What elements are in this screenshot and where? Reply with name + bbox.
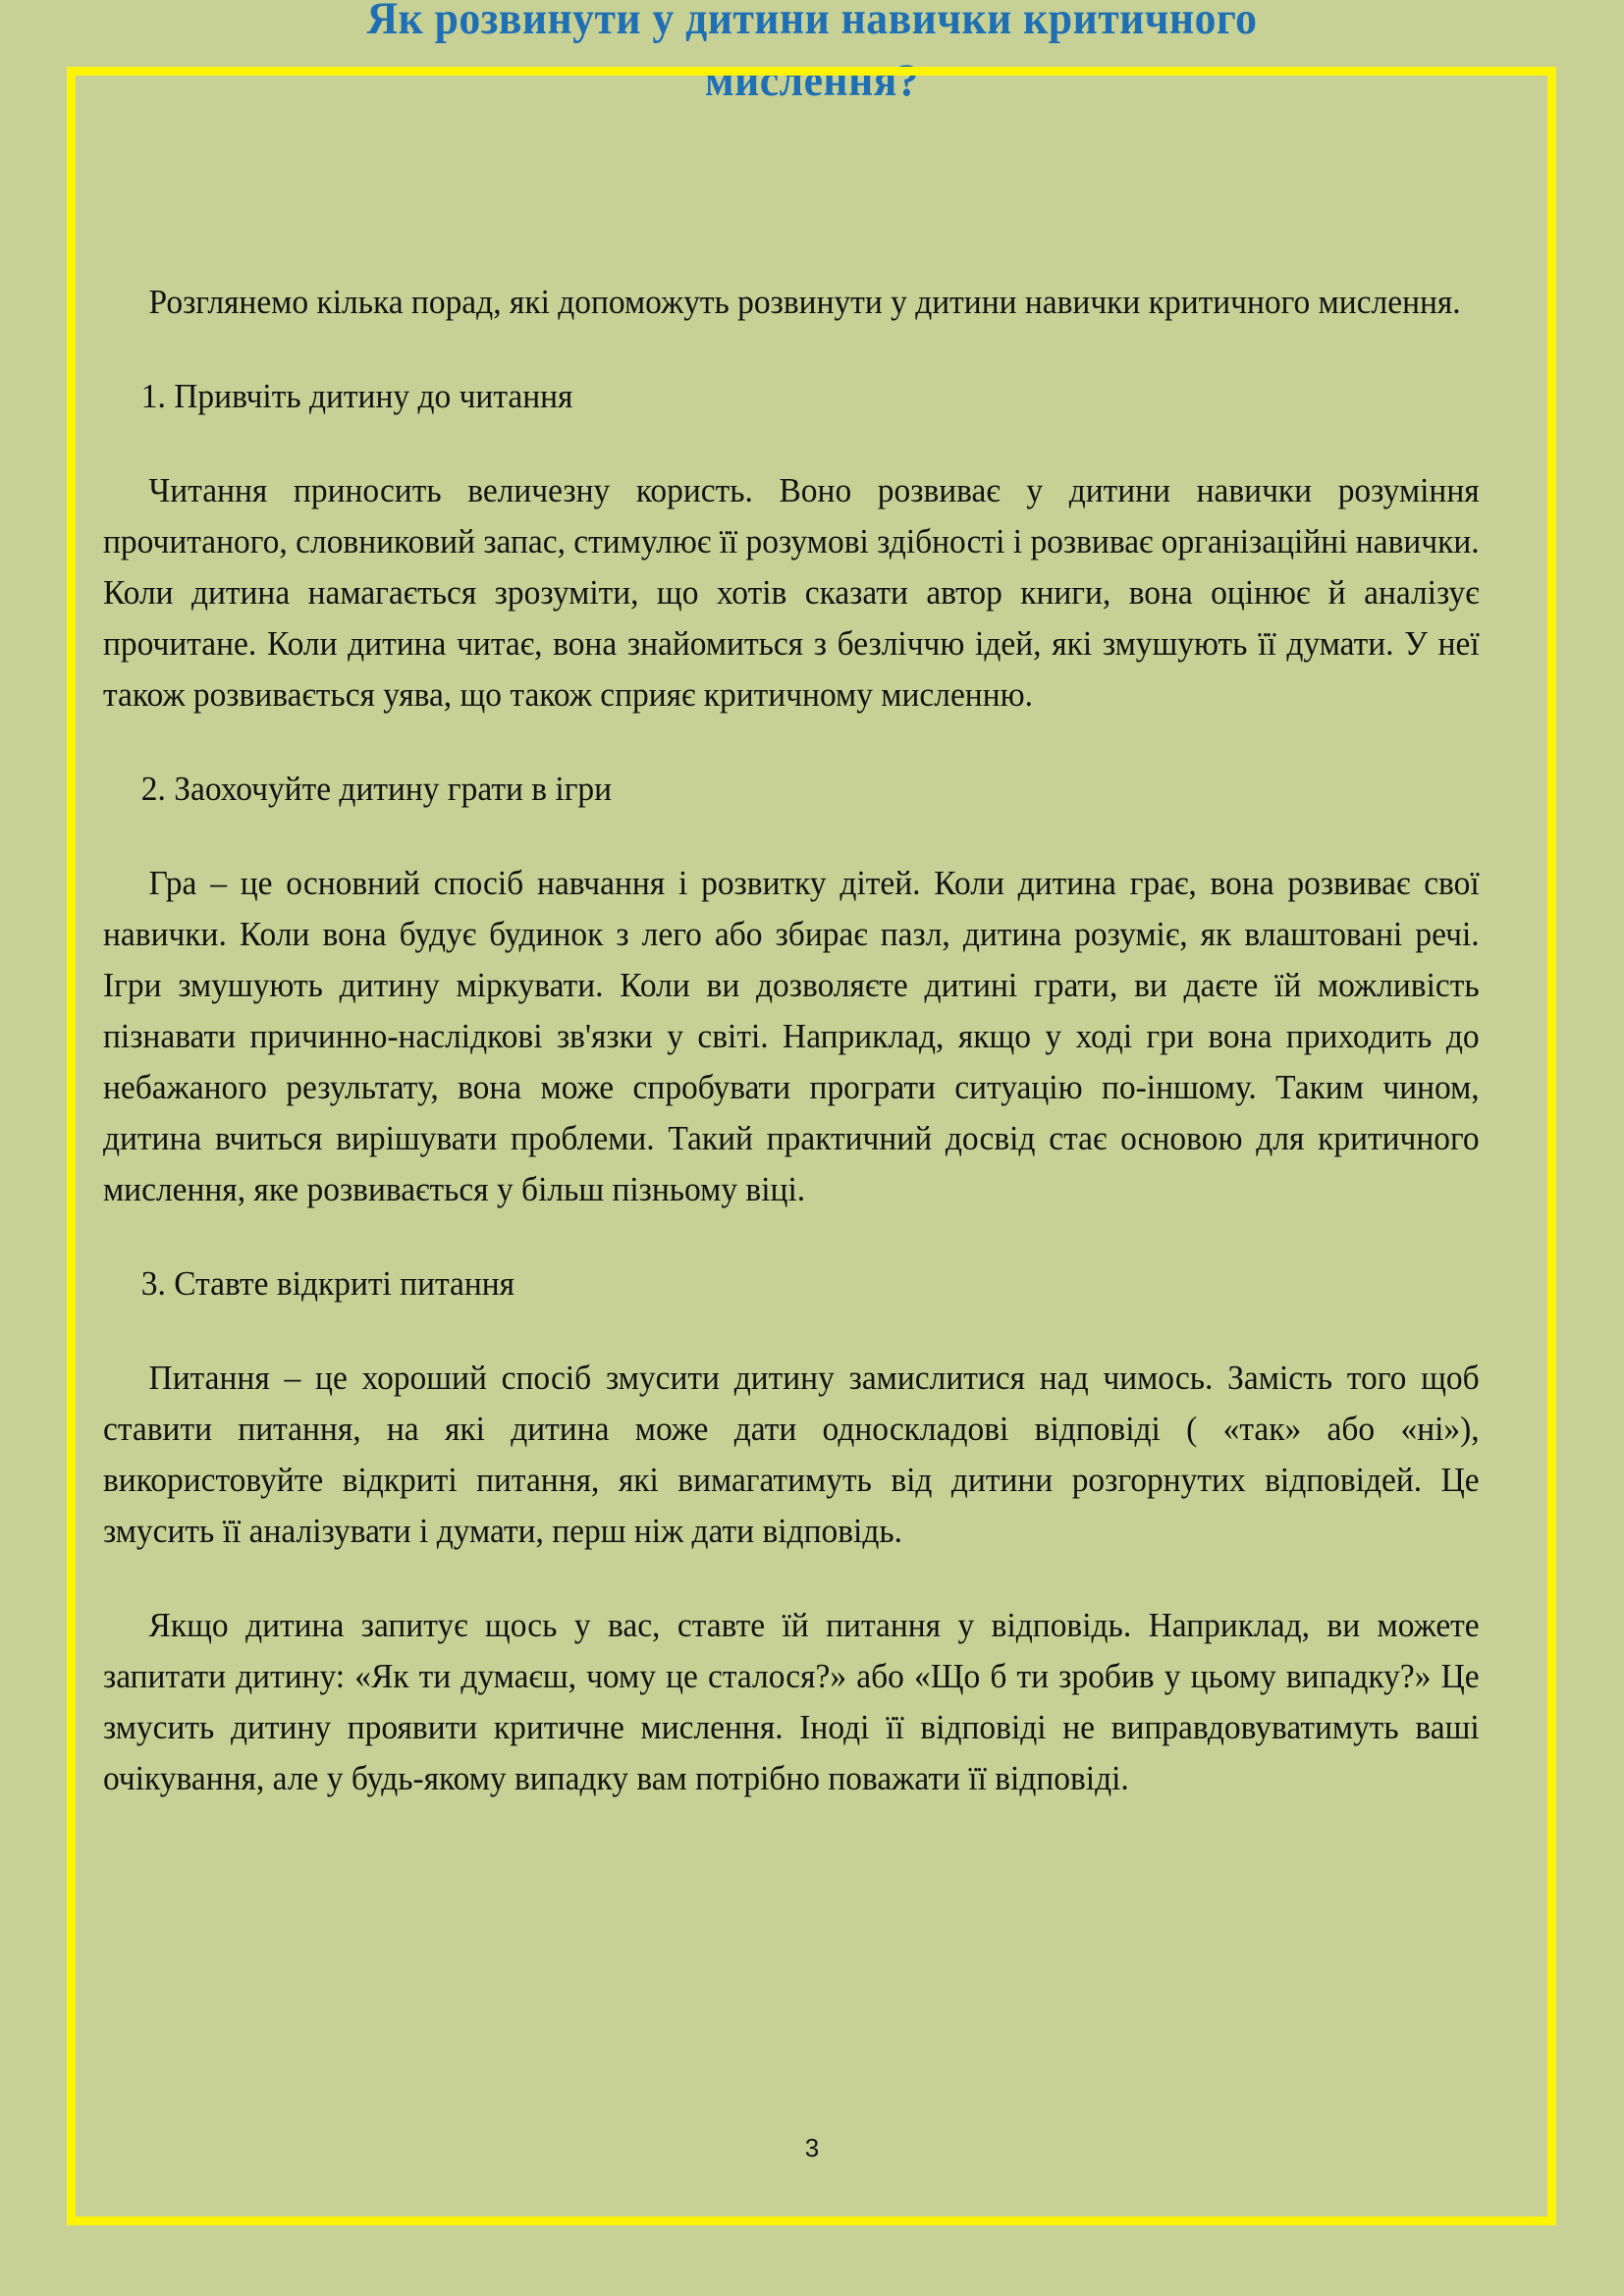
section-heading-1: 1. Привчіть дитину до читання: [140, 378, 573, 415]
page-title-line-1: Як розвинути у дитини навички критичного: [366, 0, 1258, 44]
page-number: 3: [804, 2133, 820, 2163]
section-heading-3: 3. Ставте відкриті питання: [140, 1265, 515, 1303]
document-body: [103, 277, 1522, 1804]
intro-paragraph: Розглянемо кілька порад, які допоможуть розвинути у дитини навички критичного мислення.: [148, 284, 1461, 321]
page-title: [57, 0, 1567, 112]
section-paragraph-1: Читання приносить величезну користь. Воно розвиває у дитини навички розуміння прочитаного, словниковий запас, стимулює її розумові здібності і розвиває організаційні навички. Коли дитина намагається зрозуміти, що хотів сказати автор книги, вона оцінює й аналізує прочитане. Коли дитина читає, вона знайомиться з безліччю ідей, які змушують її думати. У неї також розвивається уява, що також сприяє критичному мисленню.: [103, 472, 1480, 714]
section-paragraph-4: Якщо дитина запитує щось у вас, ставте їй питання у відповідь. Наприклад, ви можете запитати дитину: «Як ти думаєш, чому це сталося?» або «Що б ти зробив у цьому випадку?» Це змусить дитину проявити критичне мислення. Іноді її відповіді не виправдовуватимуть ваші очікування, але у будь-якому випадку вам потрібно поважати її відповіді.: [103, 1607, 1480, 1797]
section-paragraph-3: Питання – це хороший спосіб змусити дитину замислитися над чимось. Замість того щоб ставити питання, на які дитина може дати односкладові відповіді ( «так» або «ні»), використовуйте відкриті питання, які вимагатимуть від дитини розгорнутих відповідей. Це змусить її аналізувати і думати, перш ніж дати відповідь.: [103, 1360, 1480, 1550]
section-heading-2: 2. Заохочуйте дитину грати в ігри: [140, 771, 613, 808]
page-title-line-2: мислення?: [704, 55, 920, 106]
section-paragraph-2: Гра – це основний спосіб навчання і розвитку дітей. Коли дитина грає, вона розвиває свої навички. Коли вона будує будинок з лего або збирає пазл, дитина розуміє, як влаштовані речі. Ігри змушують дитину міркувати. Коли ви дозволяєте дитині грати, ви даєте їй можливість пізнавати причинно-наслідкові зв'язки у світі. Наприклад, якщо у ході гри вона приходить до небажаного результату, вона може спробувати програти ситуацію по-іншому. Таким чином, дитина вчиться вирішувати проблеми. Такий практичний досвід стає основою для критичного мислення, яке розвивається у більш пізньому віці.: [103, 865, 1480, 1208]
